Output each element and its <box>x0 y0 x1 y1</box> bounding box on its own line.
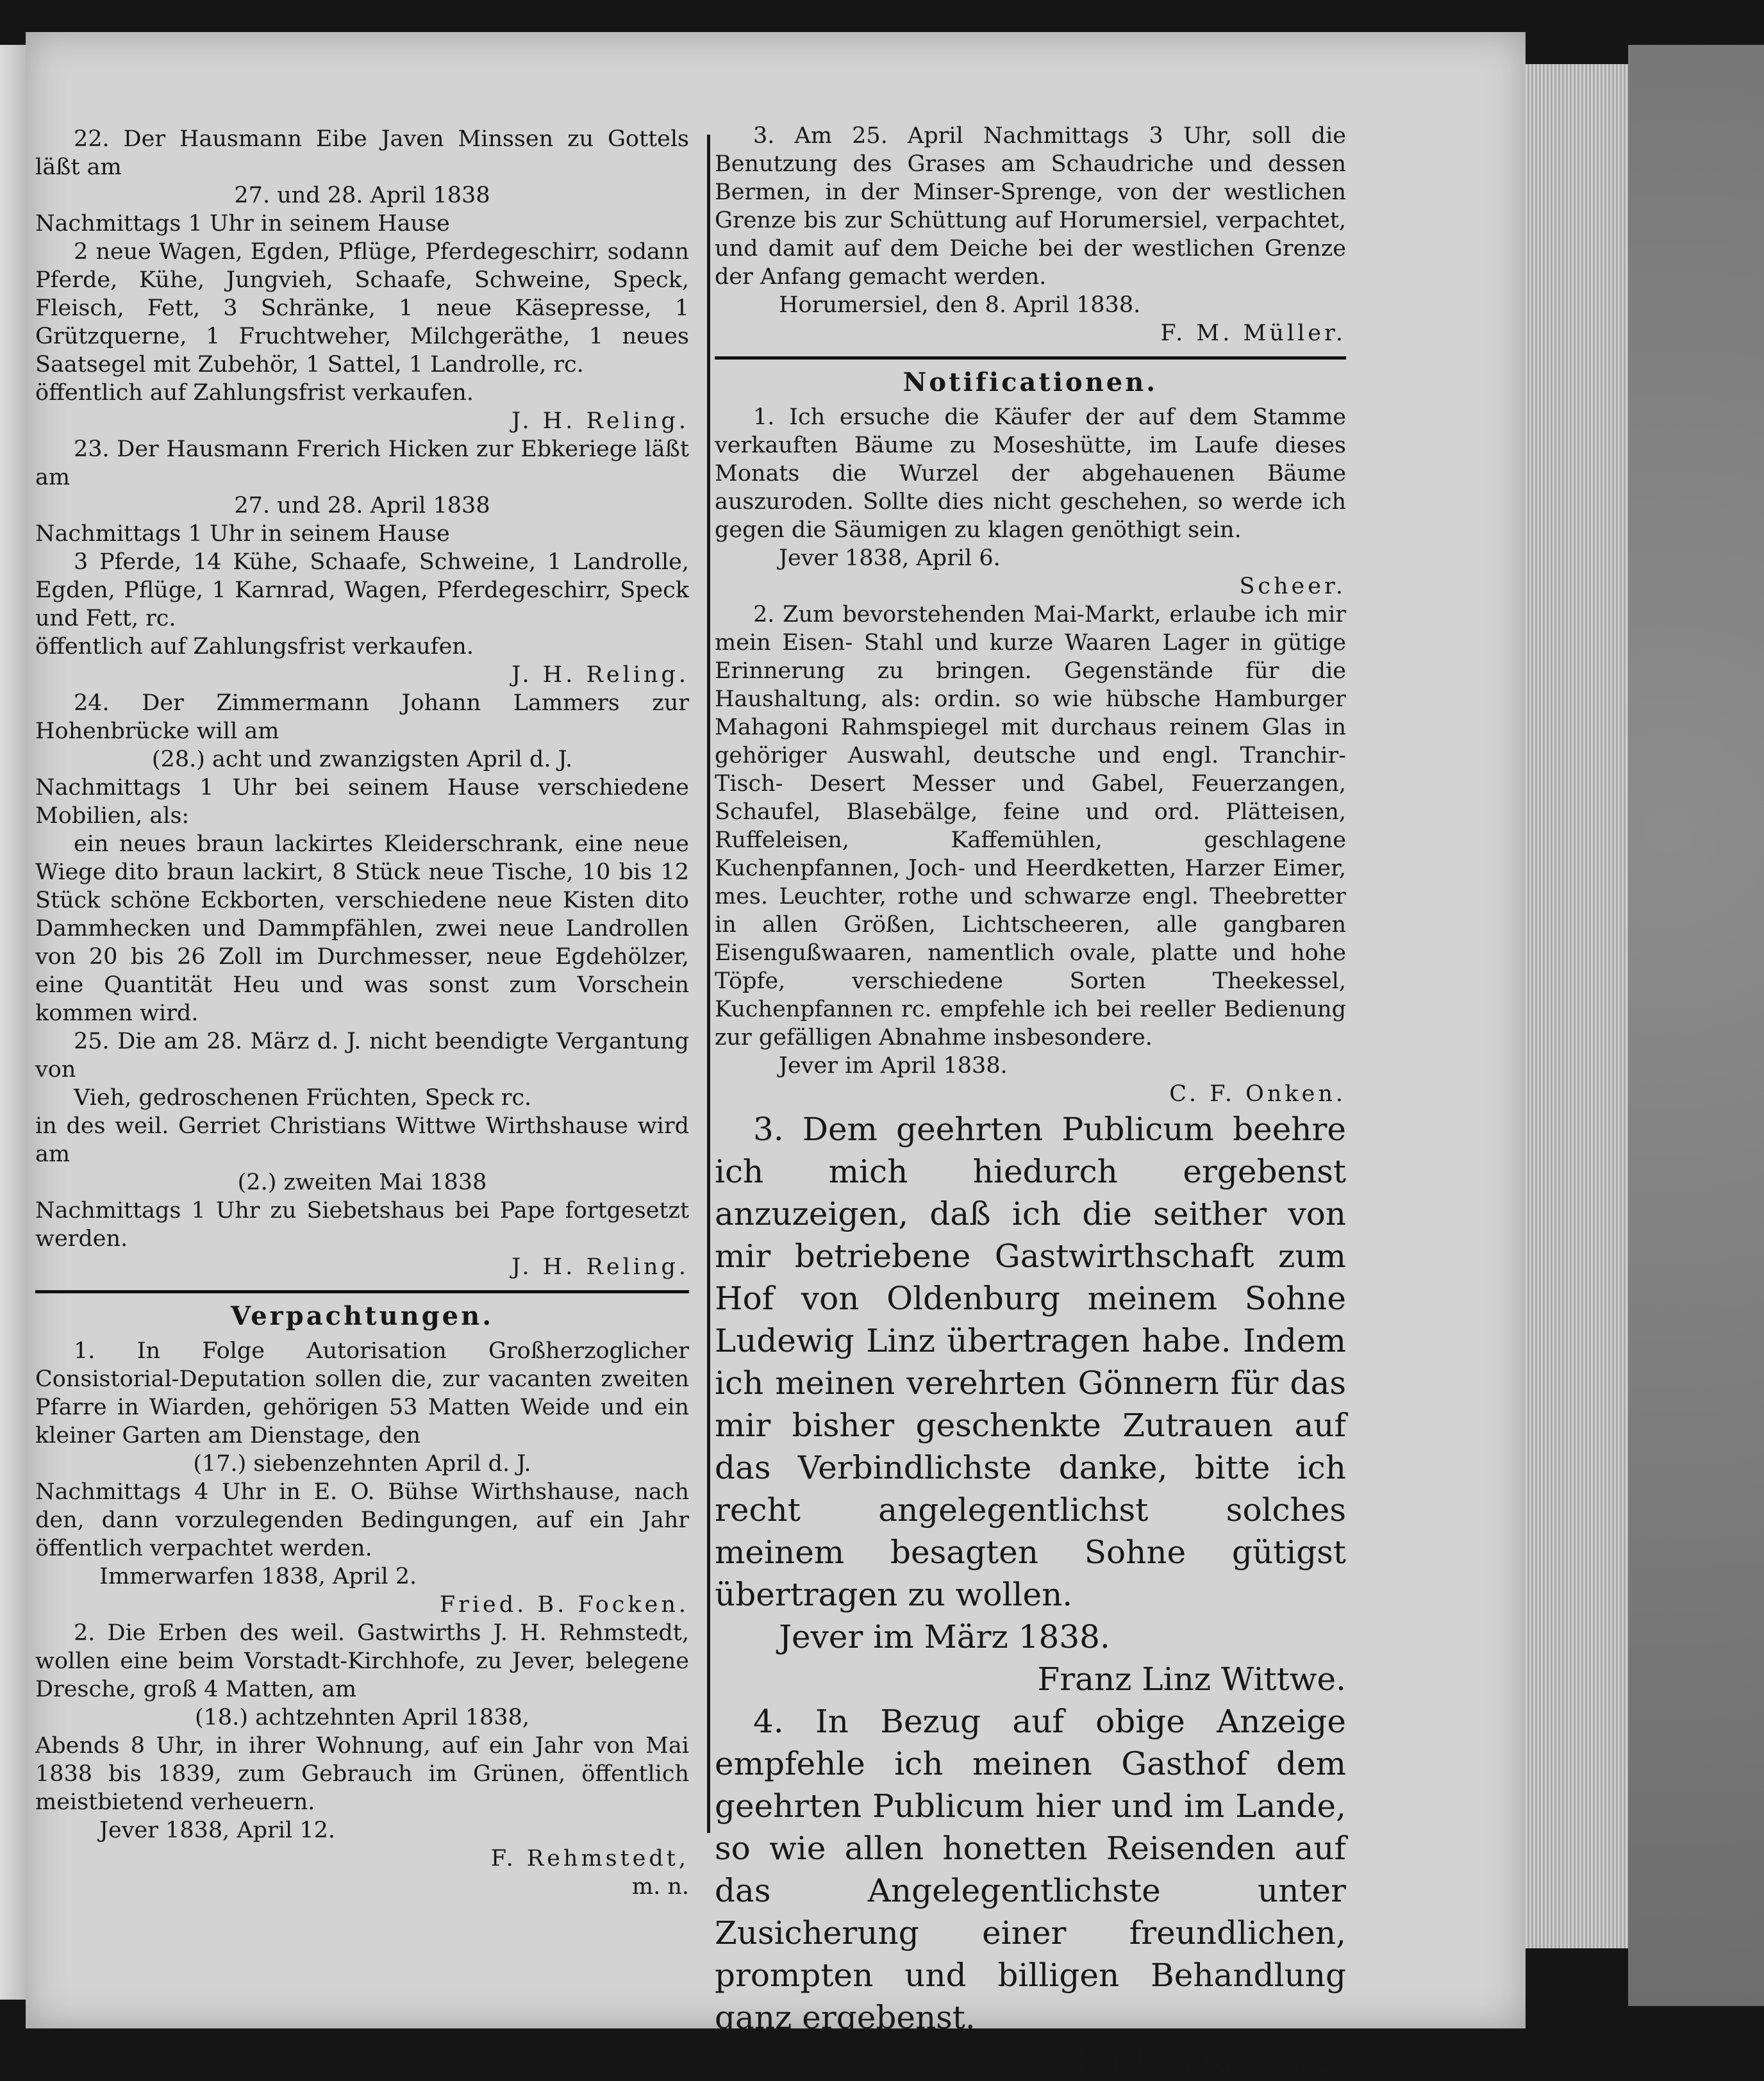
lease-2-signature-suffix: m. n. <box>631 1874 689 1900</box>
notice-22-closing: öffentlich auf Zahlungsfrist verkaufen. <box>35 380 474 406</box>
notice-n2-signature: C. F. Onken. <box>1169 1081 1346 1107</box>
notice-23-signature: J. H. Reling. <box>512 662 689 688</box>
lease-1-time: Nachmittags 4 Uhr in E. O. Bühse Wirthshause, nach den, dann vorzulegenden Bedingungen, auf ein Jahr öffentlich verpachtet werden. <box>35 1479 689 1561</box>
notice-24-date: (28.) acht und zwanzigsten April d. J. <box>151 747 573 772</box>
notificationen-heading: Notificationen. <box>903 367 1158 397</box>
notice-n1-text: 1. Ich ersuche die Käufer der auf dem Stamme verkauften Bäume zu Moseshütte, im Laufe dieses Monats die Wurzel der abgehauenen Bäume auszuroden. Sollte dies nicht geschehen, so werde ich gegen die Säumigen zu klagen genöthigt sein. <box>715 404 1346 543</box>
section-rule <box>715 356 1346 360</box>
notice-23-items: 3 Pferde, 14 Kühe, Schaafe, Schweine, 1 Landrolle, Egden, Pflüge, 1 Karnrad, Wagen, Pferdegeschirr, Speck und Fett, rc. <box>35 549 689 631</box>
notice-n1-dated: Jever 1838, April 6. <box>779 545 1001 571</box>
notice-23-intro: 23. Der Hausmann Frerich Hicken zur Ebkeriege läßt am <box>35 436 689 490</box>
lease-1-date: (17.) siebenzehnten April d. J. <box>193 1451 531 1477</box>
notice-24-time: Nachmittags 1 Uhr bei seinem Hause verschiedene Mobilien, als: <box>35 775 689 829</box>
notice-23-closing: öffentlich auf Zahlungsfrist verkaufen. <box>35 634 474 659</box>
lease-3-signature: F. M. Müller. <box>1160 320 1346 346</box>
notice-n3-signature: Franz Linz Wittwe. <box>1037 1661 1346 1698</box>
notice-25-intro: 25. Die am 28. März d. J. nicht beendigte Vergantung von <box>35 1029 689 1082</box>
notice-23-time: Nachmittags 1 Uhr in seinem Hause <box>35 521 450 547</box>
book-cover <box>1628 45 1764 2006</box>
page-stack-edges <box>1526 64 1628 1948</box>
lease-2-text: 2. Die Erben des weil. Gastwirths J. H. Rehmstedt, wollen eine beim Vorstadt-Kirchhofe, zu Jever, belegene Dresche, groß 4 Matten, am <box>35 1620 689 1702</box>
notice-n1-signature: Scheer. <box>1239 574 1346 599</box>
lease-2-date: (18.) achtzehnten April 1838, <box>195 1705 529 1730</box>
notice-n3-text: 3. Dem geehrten Publicum beehre ich mich hiedurch ergebenst anzuzeigen, daß ich die seither von mir betriebene Gastwirthschaft zum Hof von Oldenburg meinem Sohne Ludewig Linz übertragen habe. Indem ich meinen verehrten Gönnern für das mir bisher geschenkte Zutrauen auf das Verbindlichste danke, bitte ich recht angelegentlichst solches meinem besagten Sohne gütigst übertragen zu wollen. <box>715 1111 1346 1613</box>
section-rule <box>35 1290 689 1293</box>
lease-2-time: Abends 8 Uhr, in ihrer Wohnung, auf ein Jahr von Mai 1838 bis 1839, zum Gebrauch im Grünen, öffentlich meistbietend verheuern. <box>35 1733 689 1815</box>
notice-n2-text: 2. Zum bevorstehenden Mai-Markt, erlaube ich mir mein Eisen- Stahl und kurze Waaren Lager in gütige Erinnerung zu bringen. Gegenstände für die Haushaltung, als: ordin. so wie hübsche Hamburger Mahagoni Rahmspiegel mit durchaus reinem Glas in gehöriger Auswahl, deutsche und engl. Tranchir- Tisch- Desert Messer und Gabel, Feuerzangen, Schaufel, Blasebälge, feine und ord. Plätteisen, Ruffeleisen, Kaffemühlen, geschlagene Kuchenpfannen, Joch- und Heerdketten, Harzer Eimer, mes. Leuchter, rothe und schwarze engl. Theebretter in allen Größen, Lichtscheeren, alle gangbaren Eisengußwaaren, namentlich ovale, platte und hohe Töpfe, verschiedene Sorten Theekessel, Kuchenpfannen rc. empfehle ich bei reeller Bedienung zur gefälligen Abnahme insbesondere. <box>715 602 1346 1050</box>
left-column <box>35 125 689 1901</box>
notice-n4-signature: Ludewig Linz. <box>1075 2041 1346 2078</box>
notice-25-place: in des weil. Gerriet Christians Wittwe Wirthshause wird am <box>35 1113 689 1167</box>
notice-22-time: Nachmittags 1 Uhr in seinem Hause <box>35 211 450 236</box>
notice-25-date: (2.) zweiten Mai 1838 <box>237 1170 487 1195</box>
notice-n4-text: 4. In Bezug auf obige Anzeige empfehle ich meinen Gasthof dem geehrten Publicum hier und im Lande, so wie allen honetten Reisenden auf das Angelegentlichste unter Zusicherung einer freundlichen, prompten und billigen Behandlung ganz ergebenst. <box>715 1703 1346 2036</box>
column-divider <box>707 135 710 1833</box>
verpachtungen-heading: Verpachtungen. <box>230 1301 494 1331</box>
notice-25-signature: J. H. Reling. <box>512 1254 689 1280</box>
notice-25-items: Vieh, gedroschenen Früchten, Speck rc. <box>74 1085 532 1111</box>
notice-24-items: ein neues braun lackirtes Kleiderschrank, eine neue Wiege dito braun lackirt, 8 Stück neue Tische, 10 bis 12 Stück schöne Eckborten, verschiedene neue Kisten dito Dammhecken und Dammpfählen, zwei neue Landrollen von 20 bis 26 Zoll im Durchmesser, neue Egdehölzer, eine Quantität Heu und was sonst zum Vorschein kommen wird. <box>35 831 689 1026</box>
notice-22-items: 2 neue Wagen, Egden, Pflüge, Pferdegeschirr, sodann Pferde, Kühe, Jungvieh, Schaafe, Schweine, Speck, Fleisch, Fett, 3 Schränke, 1 neue Käsepresse, 1 Grützquerne, 1 Fruchtweher, Milchgeräthe, 1 neues Saatsegel mit Zubehör, 1 Sattel, 1 Landrolle, rc. <box>35 239 689 377</box>
notice-24-intro: 24. Der Zimmermann Johann Lammers zur Hohenbrücke will am <box>35 690 689 744</box>
lease-1-text: 1. In Folge Autorisation Großherzoglicher Consistorial-Deputation sollen die, zur vacanten zweiten Pfarre in Wiarden, gehörigen 53 Matten Weide und ein kleiner Garten am Dienstage, den <box>35 1338 689 1448</box>
notice-22-date: 27. und 28. April 1838 <box>234 183 490 208</box>
lease-1-signature: Fried. B. Focken. <box>439 1592 689 1618</box>
notice-n3-dated: Jever im März 1838. <box>779 1618 1110 1655</box>
lease-3-dated: Horumersiel, den 8. April 1838. <box>779 292 1141 318</box>
lease-1-dated: Immerwarfen 1838, April 2. <box>99 1564 417 1589</box>
notice-22-intro: 22. Der Hausmann Eibe Javen Minssen zu Gottels läßt am <box>35 126 689 180</box>
lease-3-text: 3. Am 25. April Nachmittags 3 Uhr, soll die Benutzung des Grases am Schaudriche und dessen Bermen, in der Minser-Sprenge, von der westlichen Grenze bis zur Schüttung auf Horumersiel, verpachtet, und damit auf dem Deiche bei der westlichen Grenze der Anfang gemacht werden. <box>715 123 1346 290</box>
notice-25-time: Nachmittags 1 Uhr zu Siebetshaus bei Pape fortgesetzt werden. <box>35 1198 689 1252</box>
lease-2-signature: F. Rehmstedt, <box>490 1846 689 1871</box>
notice-22-signature: J. H. Reling. <box>512 408 689 434</box>
notice-n2-dated: Jever im April 1838. <box>779 1053 1008 1079</box>
left-page-edge <box>0 45 26 2000</box>
right-column <box>715 122 1346 2081</box>
notice-23-date: 27. und 28. April 1838 <box>234 493 490 518</box>
lease-2-dated: Jever 1838, April 12. <box>99 1818 335 1843</box>
